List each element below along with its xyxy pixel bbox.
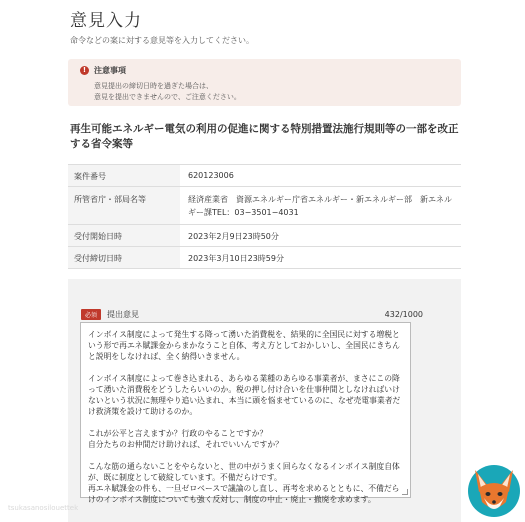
table-row — [68, 247, 461, 269]
exclamation-icon: ! — [80, 66, 89, 75]
notice-line-1: 意見提出の締切日時を過ぎた場合は、 — [94, 82, 213, 90]
info-label: 案件番号 — [68, 165, 180, 187]
table-row — [68, 225, 461, 247]
notice-box — [68, 59, 461, 106]
info-value: 620123006 — [180, 165, 461, 187]
opinion-label: 提出意見 — [107, 310, 140, 319]
watermark-text: tsukasanosilouettek — [8, 504, 79, 512]
info-label: 受付開始日時 — [68, 225, 180, 247]
opinion-paragraph: これが公平と言えますか？行政のやることですか？ 自分たちのお仲間だけ助ければ、それでいいんですか？ — [88, 429, 283, 449]
resize-grip-icon[interactable] — [402, 489, 408, 495]
table-row — [68, 187, 461, 225]
required-badge: 必須 — [81, 309, 101, 320]
law-title: 再生可能エネルギー電気の利用の促進に関する特別措置法施行規則等の一部を改正する省令案等 — [70, 123, 459, 150]
opinion-header — [81, 309, 423, 320]
info-table — [68, 164, 461, 269]
info-value: 2023年2月9日23時50分 — [180, 225, 461, 247]
info-value: 2023年3月10日23時59分 — [180, 247, 461, 269]
opinion-paragraph: インボイス制度によって巻き込まれる、あらゆる業種のあらゆる事業者が、まさにこの降って湧いた消費税をどうしたらいいのか。税の押し付け合いを仕事仲間としなければいけないという状況に無理やり追い込まれ、本当に頭を悩ませているのに、なぜ売電事業者だけ救済策を設けて助けるのか。 — [88, 374, 401, 416]
table-row — [68, 165, 461, 187]
opinion-textarea[interactable] — [80, 322, 411, 504]
notice-body — [94, 81, 449, 103]
info-label: 所管省庁・部局名等 — [68, 187, 180, 225]
notice-line-2: 意見を提出できませんので、ご注意ください。 — [94, 93, 241, 101]
opinion-paragraph: こんな筋の通らないことをやらないと、世の中がうまく回らなくなるインボイス制度自体が、既に制度として破綻しています。不備だらけです。 再エネ賦課金の件も、一旦ゼロベースで議論のし直し、再考を求めるとともに、不備だらけのインボイス制度についても強く反対し、制度の中止・廃止・撤廃を求めます。 — [88, 462, 400, 504]
page-description: 命令などの案に対する意見等を入力してください。 — [70, 36, 254, 45]
page-title: 意見入力 — [70, 11, 142, 31]
char-counter: 432/1000 — [384, 310, 423, 319]
notice-heading — [80, 65, 449, 76]
fox-avatar-icon — [466, 460, 522, 518]
info-value: 経済産業省 資源エネルギー庁省エネルギー・新エネルギー部 新エネルギー課TEL：03−3501−4031 — [180, 187, 461, 225]
info-label: 受付締切日時 — [68, 247, 180, 269]
opinion-panel — [68, 279, 461, 522]
opinion-paragraph: インボイス制度によって発生する降って湧いた消費税を、結果的に全国民に対する増税という形で再エネ賦課金からまかなうこと自体、考え方としておかしいし、全国民にきちんと説明をしなければ、全く納得いきません。 — [88, 330, 400, 361]
notice-heading-text: 注意事項 — [94, 66, 126, 75]
